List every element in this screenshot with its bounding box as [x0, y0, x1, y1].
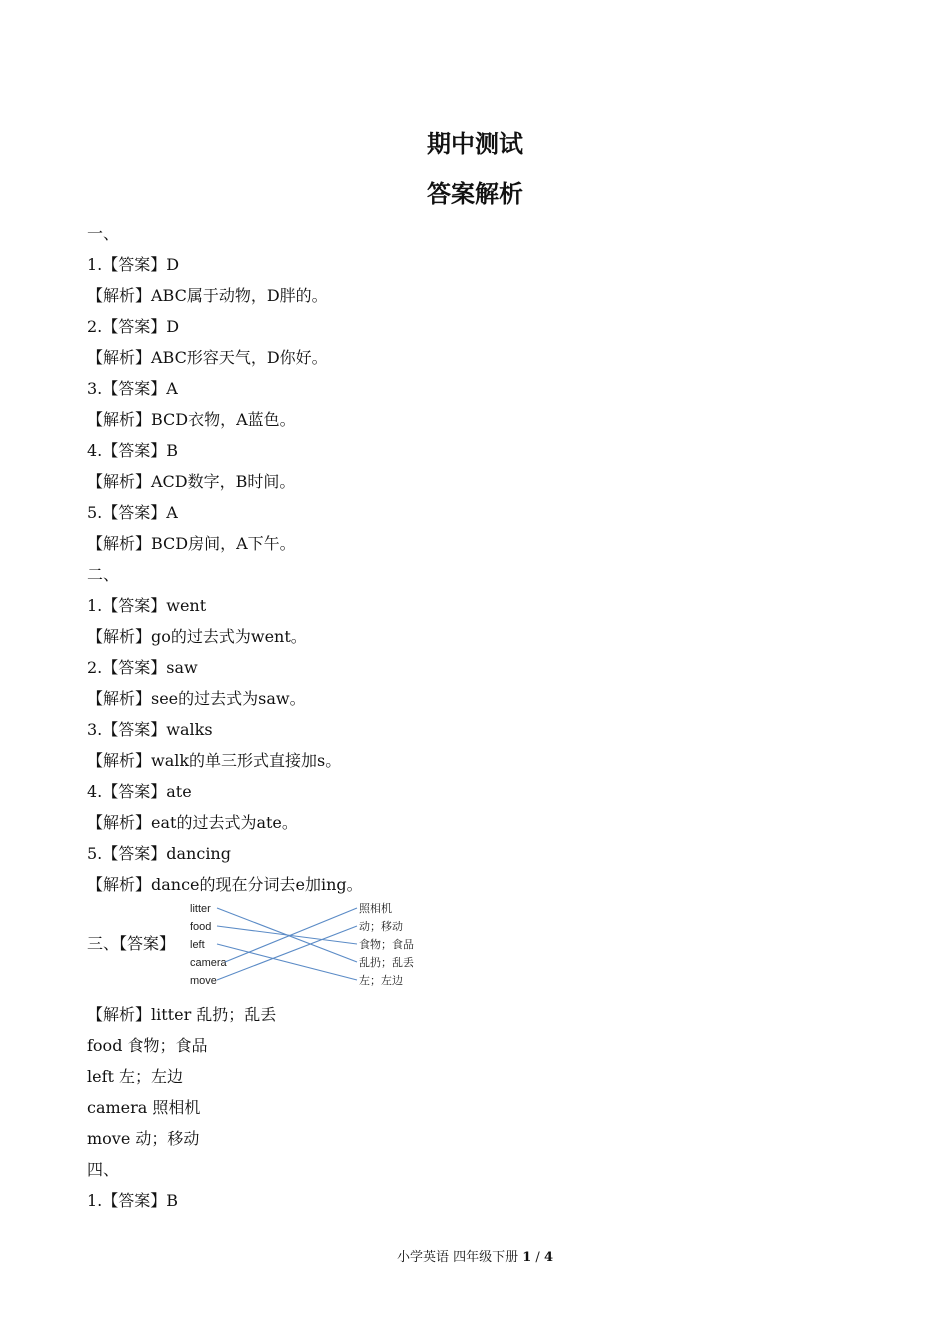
match-left-word: food: [190, 921, 212, 933]
answer-line: 【解析】ACD数字，B时间。: [87, 472, 296, 491]
answer-line: 3.【答案】walks: [87, 720, 213, 739]
match-line: [217, 926, 357, 980]
answer-line: 2.【答案】saw: [87, 658, 198, 677]
answer-line: 5.【答案】A: [87, 503, 178, 522]
answer-line: 5.【答案】dancing: [87, 844, 231, 863]
answer-line: 四、: [87, 1160, 120, 1179]
match-left-word: move: [190, 975, 217, 987]
answer-line: 【解析】BCD衣物，A蓝色。: [87, 410, 296, 429]
answer-line: 【解析】eat的过去式为ate。: [87, 813, 298, 832]
part2-lines: [87, 999, 867, 1216]
match-right-word: 食物；食品: [359, 939, 414, 951]
match-line: [217, 926, 357, 944]
answer-line: 一、: [87, 224, 120, 243]
page-subtitle: 答案解析: [427, 180, 523, 208]
answer-line: food 食物；食品: [87, 1036, 208, 1055]
match-right-word: 照相机: [359, 903, 392, 915]
page-title: 期中测试: [427, 130, 523, 158]
answer-line: 【解析】ABC属于动物，D胖的。: [87, 286, 328, 305]
footer-text: 小学英语 四年级下册: [396, 1250, 523, 1265]
answer-line: 【解析】litter 乱扔；乱丢: [87, 1005, 277, 1024]
answer-line: 【解析】walk的单三形式直接加s。: [87, 751, 342, 770]
matching-diagram: [187, 900, 527, 990]
answer-line: left 左；左边: [87, 1067, 184, 1086]
match-line: [217, 944, 357, 980]
match-left-word: left: [190, 939, 205, 951]
answer-line: 1.【答案】B: [87, 1191, 179, 1210]
answer-line: 【解析】see的过去式为saw。: [87, 689, 306, 708]
part1-lines: [87, 218, 867, 900]
match-right-word: 左；左边: [359, 975, 403, 987]
match-right-word: 动；移动: [359, 921, 403, 933]
match-left-word: litter: [190, 903, 211, 915]
matching-answer: [87, 900, 867, 999]
match-left-word: camera: [190, 957, 227, 969]
page-separator: /: [531, 1250, 544, 1265]
answer-line: 【解析】go的过去式为went。: [87, 627, 307, 646]
current-page-number: 1: [522, 1250, 532, 1265]
total-pages: 4: [543, 1250, 553, 1265]
answer-line: 2.【答案】D: [87, 317, 180, 336]
match-right-word: 乱扔；乱丢: [359, 957, 414, 969]
answer-line: 3.【答案】A: [87, 379, 178, 398]
answer-line: 4.【答案】ate: [87, 782, 192, 801]
answer-line: 【解析】BCD房间，A下午。: [87, 534, 296, 553]
matching-label: 三、【答案】: [87, 934, 176, 953]
answer-line: 【解析】dance的现在分词去e加ing。: [87, 875, 363, 894]
answer-line: 4.【答案】B: [87, 441, 179, 460]
page-footer: [0, 1246, 950, 1265]
answer-line: 1.【答案】D: [87, 255, 180, 274]
answer-line: 【解析】ABC形容天气，D你好。: [87, 348, 328, 367]
answer-line: camera 照相机: [87, 1098, 201, 1117]
answer-line: move 动；移动: [87, 1129, 200, 1148]
answer-line: 1.【答案】went: [87, 596, 207, 615]
answer-line: 二、: [87, 565, 120, 584]
answer-content: [87, 218, 867, 1216]
